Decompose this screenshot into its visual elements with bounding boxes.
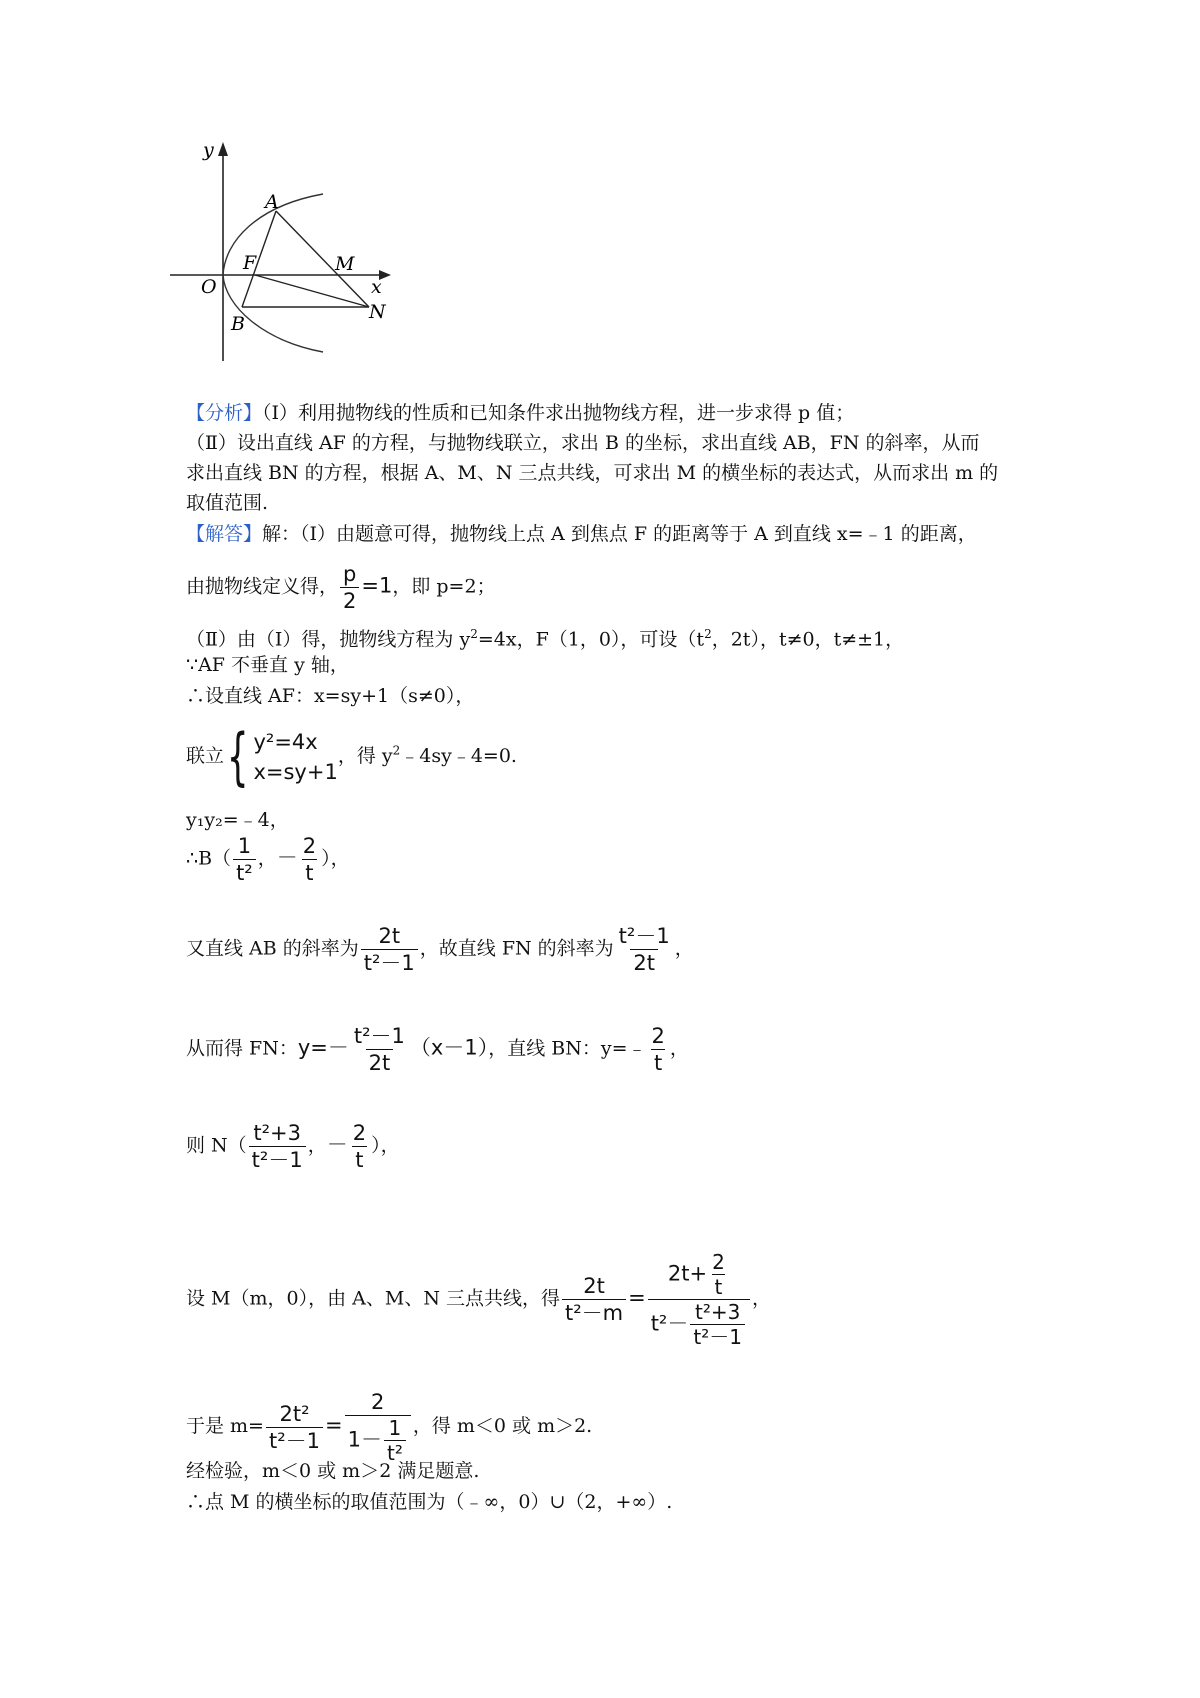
label-x: x bbox=[371, 276, 382, 298]
analysis-line-1: 【分析】（Ⅰ）利用抛物线的性质和已知条件求出抛物线方程，进一步求得 p 值； bbox=[186, 402, 855, 424]
analysis-line-3: 求出直线 BN 的方程，根据 A、M、N 三点共线，可求出 M 的横坐标的表达式，从而求出 m 的 bbox=[186, 462, 999, 484]
label-B: B bbox=[231, 313, 245, 335]
answer-line-4: ∵AF 不垂直 y 轴， bbox=[186, 654, 349, 676]
equation-system: { y²=4x x=sy+1 bbox=[226, 720, 338, 793]
y-axis-arrow bbox=[218, 142, 228, 156]
analysis-line-2: （Ⅱ）设出直线 AF 的方程，与抛物线联立，求出 B 的坐标，求出直线 AB，FN 的斜率，从而 bbox=[186, 432, 980, 454]
label-M: M bbox=[335, 253, 355, 275]
label-y: y bbox=[203, 139, 214, 161]
segment-AN bbox=[276, 211, 369, 307]
label-O: O bbox=[201, 276, 217, 298]
answer-line-6: y₁y₂=﹣4， bbox=[186, 809, 289, 831]
line-FN-BN: 从而得 FN：y=－ $\frac{\text{t²－1}}{2t}$ （x－1），直线 BN：y=﹣ $\frac{2}{t}$ ， bbox=[186, 1024, 689, 1075]
point-B-line: ∴B（ $\frac{1}{\text{t²}}$ ，－ $\frac{2}{t}$ ）， bbox=[186, 834, 350, 885]
answer-line-5: ∴设直线 AF：x=sy+1（s≠0）， bbox=[186, 685, 475, 707]
label-F: F bbox=[243, 252, 257, 274]
system-line: 联立 { y²=4x x=sy+1 ，得 $y^2﹣4sy﹣4=0$. bbox=[186, 720, 517, 793]
segment-FN bbox=[255, 275, 369, 307]
label-A: A bbox=[265, 191, 279, 213]
answer-tag: 【解答】 bbox=[186, 523, 263, 545]
answer-line-2: 由抛物线定义得， $\frac{p}{2}$ =1，即 p=2； bbox=[186, 562, 496, 613]
verify-line: 经检验，m＜0 或 m＞2 满足题意. bbox=[186, 1460, 480, 1482]
analysis-line-4: 取值范围. bbox=[186, 492, 269, 514]
parabola-figure bbox=[165, 136, 405, 366]
label-N: N bbox=[369, 301, 386, 323]
slope-line: 又直线 AB 的斜率为 $\frac{2t}{\text{t²－1}}$ ，故直线 FN 的斜率为 $\frac{\text{t²－1}}{2t}$ ， bbox=[186, 924, 694, 975]
collinear-line: 设 M（m，0），由 A、M、N 三点共线，得 $\frac{2t}{\text{t²－m}}$ = 2t+ $\frac{2}{t}$ t²－ $\frac{\text{t²+3}}{\text{t²－1}}$ ， bbox=[186, 1250, 771, 1349]
answer-line-3: （Ⅱ）由（Ⅰ）得，抛物线方程为 $y^2=4x$，F（1，0），可设（$t^2$，2t），t≠0，t≠±1， bbox=[186, 627, 905, 651]
fraction-p-over-2: $\frac{p}{2}$ bbox=[340, 561, 359, 614]
answer-line-1: 【解答】解：（Ⅰ）由题意可得，抛物线上点 A 到焦点 F 的距离等于 A 到直线 x=﹣1 的距离， bbox=[186, 523, 977, 545]
analysis-tag: 【分析】 bbox=[186, 402, 263, 424]
compound-fraction: 2t+ $\frac{2}{t}$ t²－ $\frac{\text{t²+3}}{\text{t²－1}}$ bbox=[648, 1250, 750, 1349]
conclusion-line: ∴点 M 的横坐标的取值范围为（﹣∞，0）∪（2，+∞）. bbox=[186, 1491, 673, 1513]
m-expression-line: 于是 m= $\frac{\text{2t²}}{\text{t²－1}}$ = 2 1－ $\frac{1}{\text{t²}}$ ，得 m＜0 或 m＞2. bbox=[186, 1390, 593, 1465]
point-N-line: 则 N（ $\frac{\text{t²+3}}{\text{t²－1}}$ ，－ $\frac{2}{t}$ ）， bbox=[186, 1121, 400, 1172]
left-brace: { bbox=[226, 720, 249, 793]
